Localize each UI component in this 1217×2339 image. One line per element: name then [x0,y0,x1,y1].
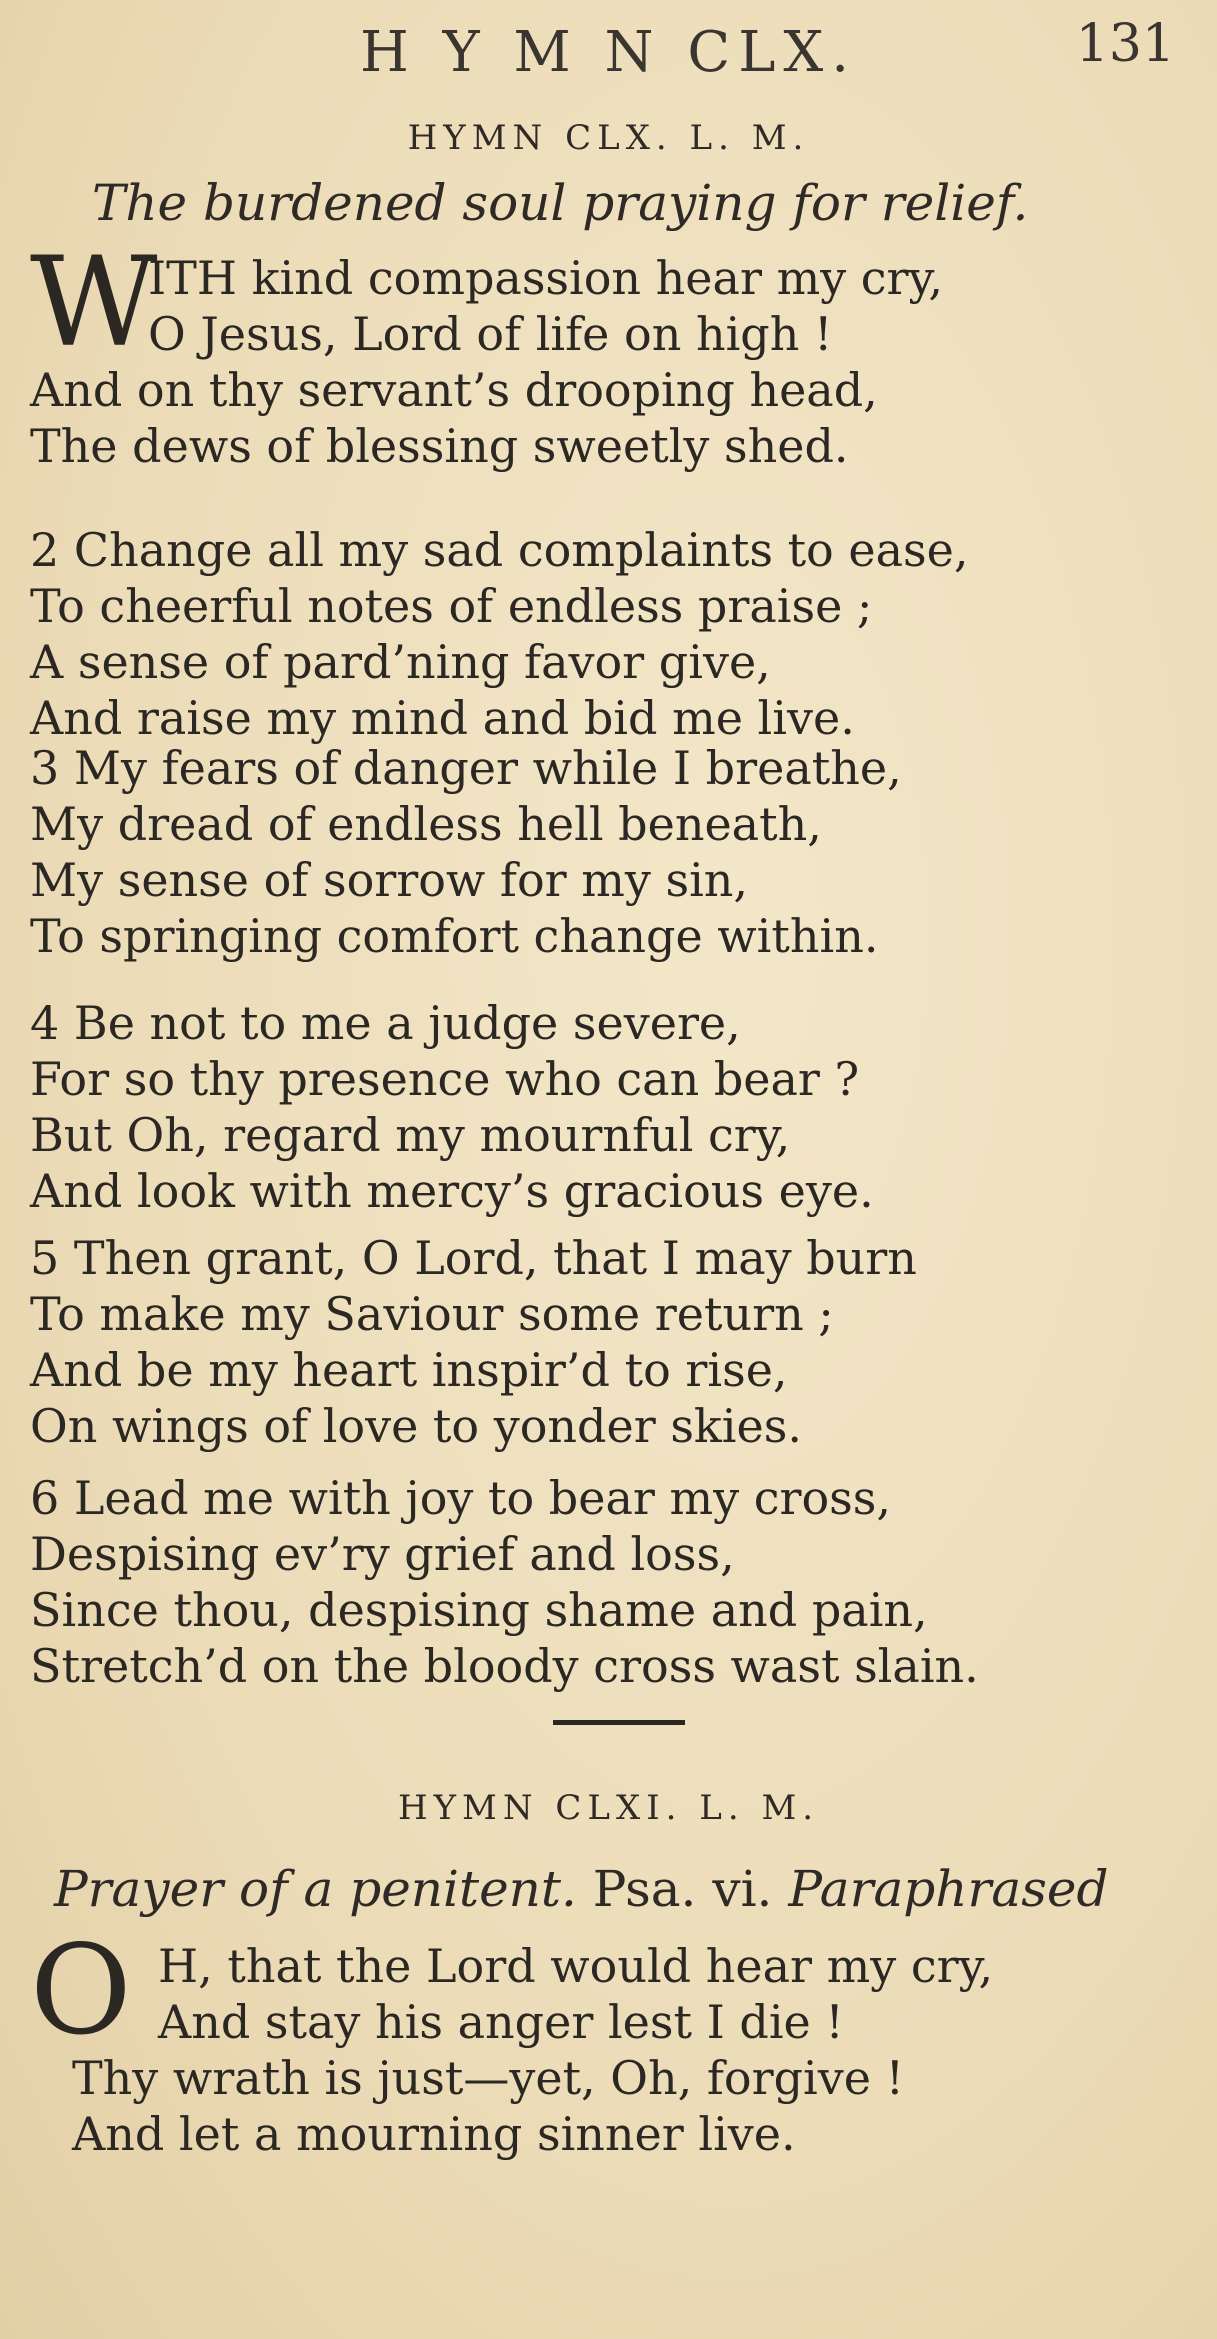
verse-line: Despising ev’ry grief and loss, [30,1527,735,1581]
verse-line: Thy wrath is just—yet, Oh, forgive ! [72,2051,905,2105]
verse-line: 6 Lead me with joy to bear my cross, [30,1471,892,1525]
verse-line: My sense of sorrow for my sin, [30,853,749,907]
verse-line: A sense of pard’ning favor give, [30,635,771,689]
section-divider [553,1720,685,1725]
verse-line: And look with mercy’s gracious eye. [30,1164,874,1218]
hymn-160-stanza-5 [30,1230,1190,1454]
verse-line: And raise my mind and bid me live. [30,691,855,745]
running-head [0,12,1217,85]
verse-line: 2 Change all my sad complaints to ease, [30,523,969,577]
verse-line: To make my Saviour some return ; [30,1287,834,1341]
drop-cap-o: O [30,1919,132,2063]
verse-line: 5 Then grant, O Lord, that I may burn [30,1231,917,1285]
drop-cap-w: W [30,231,158,375]
verse-line: And be my heart inspir’d to rise, [30,1343,788,1397]
verse-line: And let a mourning sinner live. [72,2107,796,2161]
hymn-161-subtitle [54,1860,1108,1918]
verse-line: O Jesus, Lord of life on high ! [148,307,833,361]
verse-line: But Oh, regard my mournful cry, [30,1108,791,1162]
page-number: 131 [1075,14,1175,74]
verse-line: 3 My fears of danger while I breathe, [30,741,902,795]
hymn-160-stanza-1 [30,231,1190,474]
verse-line: 4 Be not to me a judge severe, [30,996,741,1050]
verse-line: ITH kind compassion hear my cry, [148,251,944,305]
hymn-161-stanza-1 [30,1919,1190,2162]
hymn-161-subtitle-title: Prayer of a penitent. [54,1860,577,1918]
verse-line: On wings of love to yonder skies. [30,1399,802,1453]
verse-line: For so thy presence who can bear ? [30,1052,860,1106]
hymn-161-heading: HYMN CLXI. L. M. [397,1788,820,1828]
verse-line: Stretch’d on the bloody cross wast slain. [30,1639,979,1693]
hymn-160-stanza-4 [30,995,1190,1219]
hymn-160-stanza-6 [30,1470,1190,1694]
hymn-160-stanza-3 [30,740,1190,964]
hymn-161-subtitle-note: Paraphrased [788,1860,1109,1918]
hymn-160-stanza-2 [30,522,1190,746]
verse-line: To cheerful notes of endless praise ; [30,579,873,633]
verse-line: And stay his anger lest I die ! [158,1995,844,2049]
hymn-161-subtitle-reference: Psa. vi. [592,1860,773,1918]
running-title: H Y M N CLX. [360,20,858,85]
verse-line: The dews of blessing sweetly shed. [30,419,849,473]
verse-line: And on thy servant’s drooping head, [30,363,878,417]
verse-line: H, that the Lord would hear my cry, [158,1939,994,1993]
hymn-160-heading: HYMN CLX. L. M. [407,118,810,158]
hymn-160-subtitle: The burdened soul praying for relief. [92,174,1029,232]
verse-line: To springing comfort change within. [30,909,879,963]
verse-line: My dread of endless hell beneath, [30,797,822,851]
verse-line: Since thou, despising shame and pain, [30,1583,928,1637]
